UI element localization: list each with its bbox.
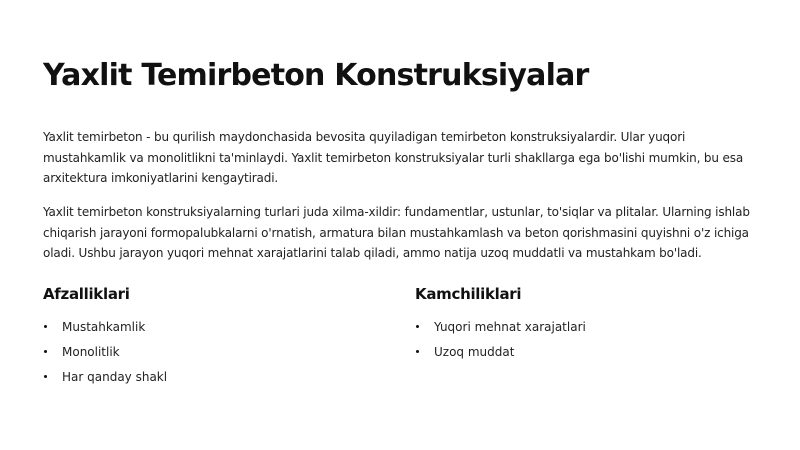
list-item [43, 365, 383, 390]
bullet-icon [44, 350, 47, 353]
list-item [43, 315, 383, 340]
paragraph-intro: Yaxlit temirbeton - bu qurilish maydonchasida bevosita quyiladigan temirbeton konstruksiyalardir. Ular yuqori mustahkamlik va monolitlikni ta'minlaydi. Yaxlit temirbeton konstruksiyalar turli shakllarga ega bo'lishi mumkin, bu esa arxitektura imkoniyatlarini kengaytiradi. [43, 130, 744, 185]
disadvantages-column [415, 285, 755, 365]
disadvantages-heading: Kamchiliklari [415, 285, 522, 303]
list-item-label: Monolitlik [62, 345, 120, 359]
list-item-label: Mustahkamlik [62, 320, 146, 334]
bullet-icon [44, 325, 47, 328]
list-item-label: Uzoq muddat [434, 345, 515, 359]
advantages-list [43, 315, 383, 390]
list-item [43, 340, 383, 365]
list-item [415, 315, 755, 340]
disadvantages-list [415, 315, 755, 365]
bullet-icon [416, 350, 419, 353]
bullet-icon [416, 325, 419, 328]
list-item-label: Har qanday shakl [62, 370, 168, 384]
paragraph-types: Yaxlit temirbeton konstruksiyalarning turlari juda xilma-xildir: fundamentlar, ustunlar, to'siqlar va plitalar. Ularning ishlab chiqarish jarayoni formopalubkalarni o'rnatish, armatura bilan mustahkamlash va beton qorishmasini quyishni o'z ichiga oladi. Ushbu jarayon yuqori mehnat xarajatlarini talab qiladi, ammo natija uzoq muddatli va mustahkam bo'ladi. [43, 205, 750, 260]
advantages-column [43, 285, 383, 390]
bullet-icon [44, 375, 47, 378]
list-item [415, 340, 755, 365]
advantages-heading: Afzalliklari [43, 285, 130, 303]
slide-title: Yaxlit Temirbeton Konstruksiyalar [43, 58, 589, 93]
list-item-label: Yuqori mehnat xarajatlari [434, 320, 586, 334]
